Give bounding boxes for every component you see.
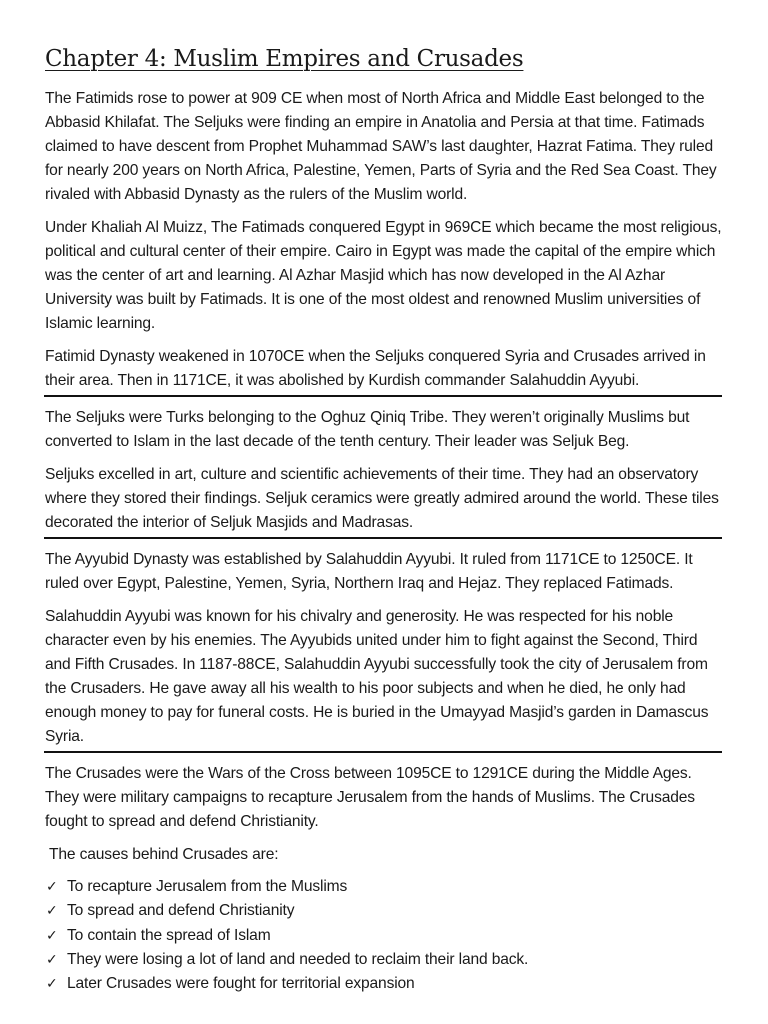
fatimids-paragraph-2: Under Khaliah Al Muizz, The Fatimads conquered Egypt in 969CE which became the most religious, political and cultural center of their empire. Cairo in Egypt was made the capital of the empire which was the center of art and learning. Al Azhar Masjid which has now developed in the Al Azhar University was built by Fatimads. It is one of the most oldest and renowned Muslim universities of Islamic learning. [45,219,722,332]
list-item: ✓ To spread and defend Christianity [45,899,725,923]
causes-list [45,875,725,996]
section-divider-3 [44,751,722,753]
fatimids-paragraph-3: Fatimid Dynasty weakened in 1070CE when the Seljuks conquered Syria and Crusades arrived in their area. Then in 1171CE, it was abolished by Kurdish commander Salahuddin Ayyubi. [45,348,706,389]
fatimids-paragraph-1: The Fatimids rose to power at 909 CE when most of North Africa and Middle East belonged to the Abbasid Khilafat. The Seljuks were finding an empire in Anatolia and Persia at that time. Fatimads claimed to have descent from Prophet Muhammad SAW’s last daughter, Hazrat Fatima. They ruled for nearly 200 years on North Africa, Palestine, Yemen, Parts of Syria and the Red Sea Coast. They rivaled with Abbasid Dynasty as the rulers of the Muslim world. [45,90,717,203]
checkmark-icon: ✓ [46,903,58,920]
checkmark-icon: ✓ [46,879,58,895]
page-title-text: Chapter 4: Muslim Empires and Crusades [45,46,524,72]
checkmark-icon: ✓ [46,976,58,993]
checkmark-icon: ✓ [46,951,58,968]
ayyubids-paragraph-1: The Ayyubid Dynasty was established by Salahuddin Ayyubi. It ruled from 1171CE to 1250CE. It ruled over Egypt, Palestine, Yemen, Syria, Northern Iraq and Hejaz. They replaced Fatimads. [45,551,693,592]
seljuks-paragraph-1: The Seljuks were Turks belonging to the Oghuz Qiniq Tribe. They weren’t originally Muslims but converted to Islam in the last decade of the tenth century. Their leader was Seljuk Beg. [45,409,690,450]
document-page [45,44,725,996]
page-title [45,44,725,74]
crusades-paragraph-1: The Crusades were the Wars of the Cross between 1095CE to 1291CE during the Middle Ages. They were military campaigns to recapture Jerusalem from the hands of Muslims. The Crusades fought to spread and defend Christianity. [45,765,695,830]
list-item: ✓ To contain the spread of Islam [45,924,725,948]
section-divider-1 [44,395,722,397]
list-item: ✓ Later Crusades were fought for territorial expansion [45,972,725,996]
section-divider-2 [44,537,722,539]
seljuks-paragraph-2: Seljuks excelled in art, culture and scientific achievements of their time. They had an observatory where they stored their findings. Seljuk ceramics were greatly admired around the world. These tiles decorated the interior of Seljuk Masjids and Madrasas. [45,466,719,531]
causes-intro: The causes behind Crusades are: [49,846,279,863]
list-item: ✓ They were losing a lot of land and needed to reclaim their land back. [45,948,725,972]
checkmark-icon: ✓ [46,927,58,944]
list-item: ✓ To recapture Jerusalem from the Muslims [45,875,725,899]
ayyubids-paragraph-2: Salahuddin Ayyubi was known for his chivalry and generosity. He was respected for his noble character even by his enemies. The Ayyubids united under him to fight against the Second, Third and Fifth Crusades. In 1187-88CE, Salahuddin Ayyubi successfully took the city of Jerusalem from the Crusaders. He gave away all his wealth to his poor subjects and when he died, he only had enough money to pay for funeral costs. He is buried in the Umayyad Masjid’s garden in Damascus Syria. [45,608,709,745]
